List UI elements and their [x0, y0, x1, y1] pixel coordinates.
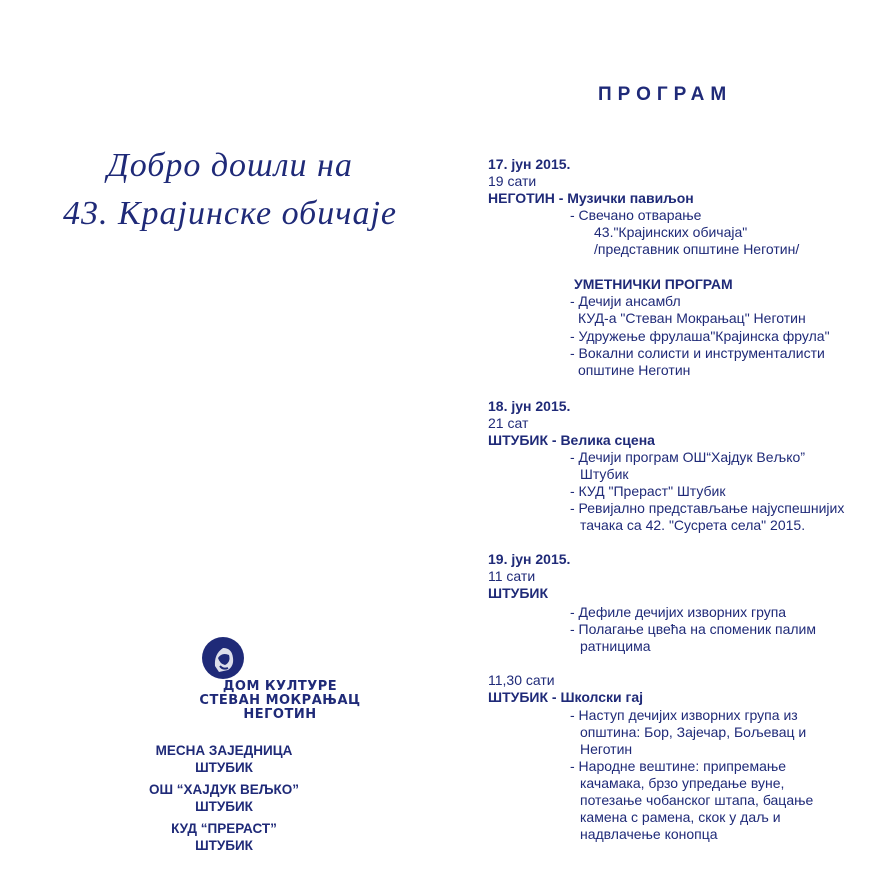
day2-item: - Ревијално представљање најуспешнијих: [570, 500, 845, 516]
art-item: - Вокални солисти и инструменталисти: [570, 345, 825, 361]
day2-date: 18. јун 2015.: [488, 398, 571, 414]
welcome-line-1: Добро дошли на: [107, 147, 353, 184]
day2-time: 21 сат: [488, 415, 529, 431]
art-item: - Удружење фрулаша"Крајинска фрула": [570, 328, 830, 344]
day3-item: потезање чобанског штапа, бацање: [580, 792, 814, 808]
day3-item: камена с рамена, скок у даљ и: [580, 809, 781, 825]
day1-venue: НЕГОТИН - Музички павиљон: [488, 190, 694, 206]
day3-venue: ШТУБИК: [488, 585, 548, 601]
day1-item: 43."Крајинских обичаја": [594, 224, 748, 240]
day1-item: /представник општине Неготин/: [594, 241, 800, 257]
org-1: [94, 742, 354, 776]
day3-item: - Наступ дечијих изворних група из: [570, 707, 798, 723]
art-item: општине Неготин: [578, 362, 691, 378]
logo-line-2: СТЕВАН МОКРАЊАЦ: [199, 693, 361, 708]
portrait-logo-icon: [201, 636, 245, 680]
day3-item: општина: Бор, Зајечар, Бољевац и: [580, 724, 807, 740]
logo: [180, 636, 380, 726]
welcome-line-2: 43. Крајинске обичаје: [62, 195, 398, 232]
day3-time-2: 11,30 сати: [488, 672, 555, 688]
welcome-heading: [40, 142, 420, 238]
org-name: МЕСНА ЗАЈЕДНИЦА: [155, 743, 293, 758]
day1-time: 19 сати: [488, 173, 537, 189]
day2-item: тачака са 42. "Сусрета села" 2015.: [580, 517, 806, 533]
org-place: ШТУБИК: [195, 838, 253, 853]
org-3: [94, 820, 354, 854]
art-item: - Дечији ансамбл: [570, 293, 681, 309]
org-place: ШТУБИК: [195, 799, 253, 814]
day2-venue: ШТУБИК - Велика сцена: [488, 432, 655, 448]
day3-item: - Дефиле дечијих изворних група: [570, 604, 787, 620]
day3-item: - Народне вештине: припремање: [570, 758, 787, 774]
day3-item: - Полагање цвећа на споменик палим: [570, 621, 816, 637]
art-item: КУД-а "Стеван Мокрањац" Неготин: [578, 310, 806, 326]
logo-line-1: ДОМ КУЛТУРЕ: [222, 679, 338, 694]
day3-item: надвлачење конопца: [580, 826, 718, 842]
art-program-title: УМЕТНИЧКИ ПРОГРАМ: [574, 276, 733, 292]
day3-venue-2: ШТУБИК - Школски гај: [488, 689, 644, 705]
day3-item: ратницима: [580, 638, 651, 654]
day2-item: - КУД "Прераст" Штубик: [570, 483, 726, 499]
org-place: ШТУБИК: [195, 760, 253, 775]
day2-item: Штубик: [580, 466, 629, 482]
org-name: КУД “ПРЕРАСТ”: [171, 821, 277, 836]
program-title: ПРОГРАМ: [598, 84, 733, 105]
organizers: [94, 742, 354, 854]
day1-date: 17. јун 2015.: [488, 156, 571, 172]
day3-item: Неготин: [580, 741, 633, 757]
day3-date: 19. јун 2015.: [488, 551, 571, 567]
day3-time: 11 сати: [488, 568, 536, 584]
day3-item: качамака, брзо упредање вуне,: [580, 775, 785, 791]
org-2: [94, 781, 354, 815]
logo-line-3: НЕГОТИН: [243, 707, 317, 722]
day2-item: - Дечији програм ОШ“Хајдук Вељко”: [570, 449, 805, 465]
day1-item: - Свечано отварање: [570, 207, 702, 223]
org-name: ОШ “ХАЈДУК ВЕЉКО”: [148, 782, 299, 797]
